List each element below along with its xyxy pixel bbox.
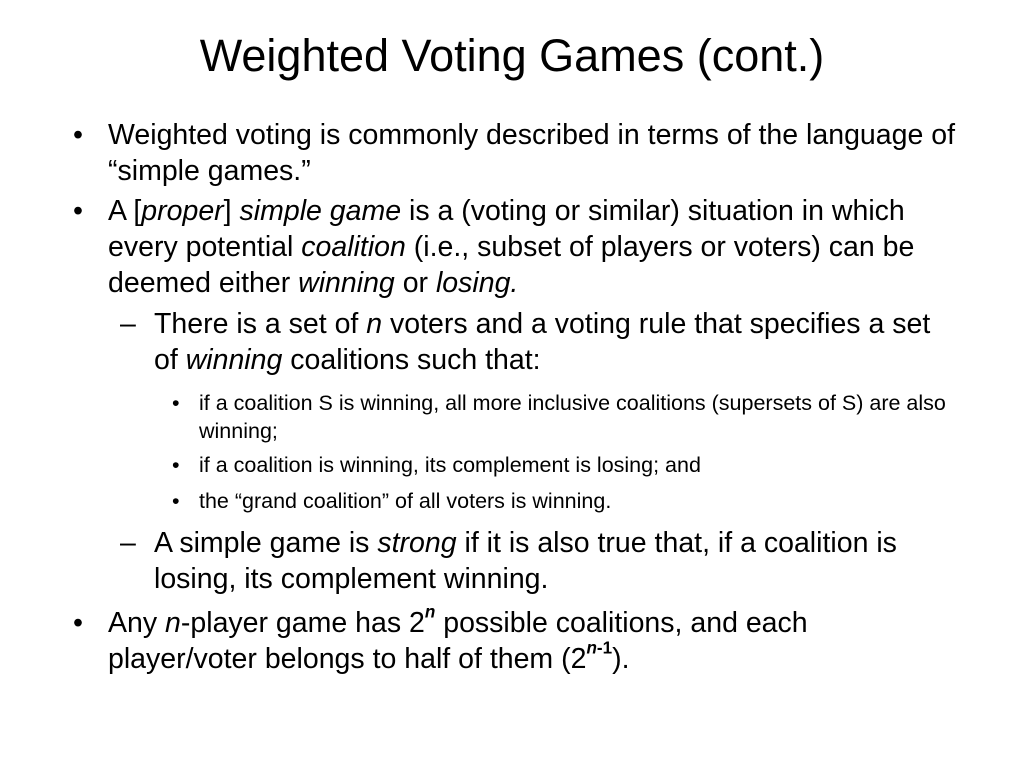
bullet-marker: • <box>172 391 180 415</box>
exponent-n: n <box>586 638 597 658</box>
subsubbullet-grand-coalition <box>172 487 959 515</box>
bullet-marker: • <box>172 453 180 477</box>
slide-body <box>0 117 1024 682</box>
text-run: Any <box>108 607 166 639</box>
text-run: coalitions such that: <box>282 344 541 376</box>
text-run: A simple game is <box>154 527 378 559</box>
subsubbullet-supersets-winning <box>172 389 959 445</box>
exponent <box>586 638 612 657</box>
text-run: A [ <box>108 195 142 227</box>
text-run: ] <box>223 195 240 227</box>
bullet-marker: • <box>73 119 83 151</box>
bullet-text: Weighted voting is commonly described in terms of the language of “simple games.” <box>108 119 956 187</box>
bullet-marker: • <box>73 195 83 227</box>
bullet-text: if a coalition is winning, its complement is losing; and <box>199 453 701 477</box>
text-run: -player game has 2 <box>180 607 425 639</box>
slide-title: Weighted Voting Games (cont.) <box>199 30 825 81</box>
text-run-italic: strong <box>377 527 457 559</box>
text-run-italic: losing. <box>435 267 519 299</box>
text-run-italic: winning <box>185 344 283 376</box>
exponent <box>425 602 435 621</box>
text-run: or <box>394 267 436 299</box>
bullet-marker: • <box>73 607 83 639</box>
text-run: voters and a voting rule that specifies a set of <box>154 308 931 376</box>
text-run-italic: winning <box>298 267 395 299</box>
text-run-italic: coalition <box>301 231 406 263</box>
subbullet-strong-game <box>120 525 954 597</box>
dash-marker: – <box>120 308 136 340</box>
exponent-n: n <box>424 602 436 622</box>
text-run: There is a set of <box>154 308 367 340</box>
text-run-italic: n <box>165 607 181 639</box>
bullet-simple-game-definition <box>73 193 964 301</box>
text-run-italic: proper <box>141 195 224 227</box>
text-run: possible coalitions, and each player/voter belongs to half of them (2 <box>108 607 808 675</box>
subsubbullet-complement-losing <box>172 451 959 479</box>
bullet-possible-coalitions <box>73 602 964 677</box>
text-run: if it is also true that, if a coalition is losing, its complement winning. <box>154 527 897 595</box>
bullet-text: the “grand coalition” of all voters is winning. <box>199 489 612 513</box>
bullet-simple-games-language <box>73 117 964 189</box>
subbullet-voting-rule <box>120 306 954 378</box>
text-run: (i.e., subset of players or voters) can be deemed either <box>108 231 915 299</box>
text-run-italic: simple game <box>239 195 402 227</box>
text-run: ). <box>612 643 630 675</box>
bullet-text: if a coalition S is winning, all more inclusive coalitions (supersets of S) are also winning; <box>199 391 946 443</box>
dash-marker: – <box>120 527 136 559</box>
text-run: is a (voting or similar) situation in which every potential <box>108 195 905 263</box>
text-run-italic: n <box>366 308 383 340</box>
exponent-minus-one: -1 <box>596 638 613 658</box>
bullet-marker: • <box>172 489 180 513</box>
